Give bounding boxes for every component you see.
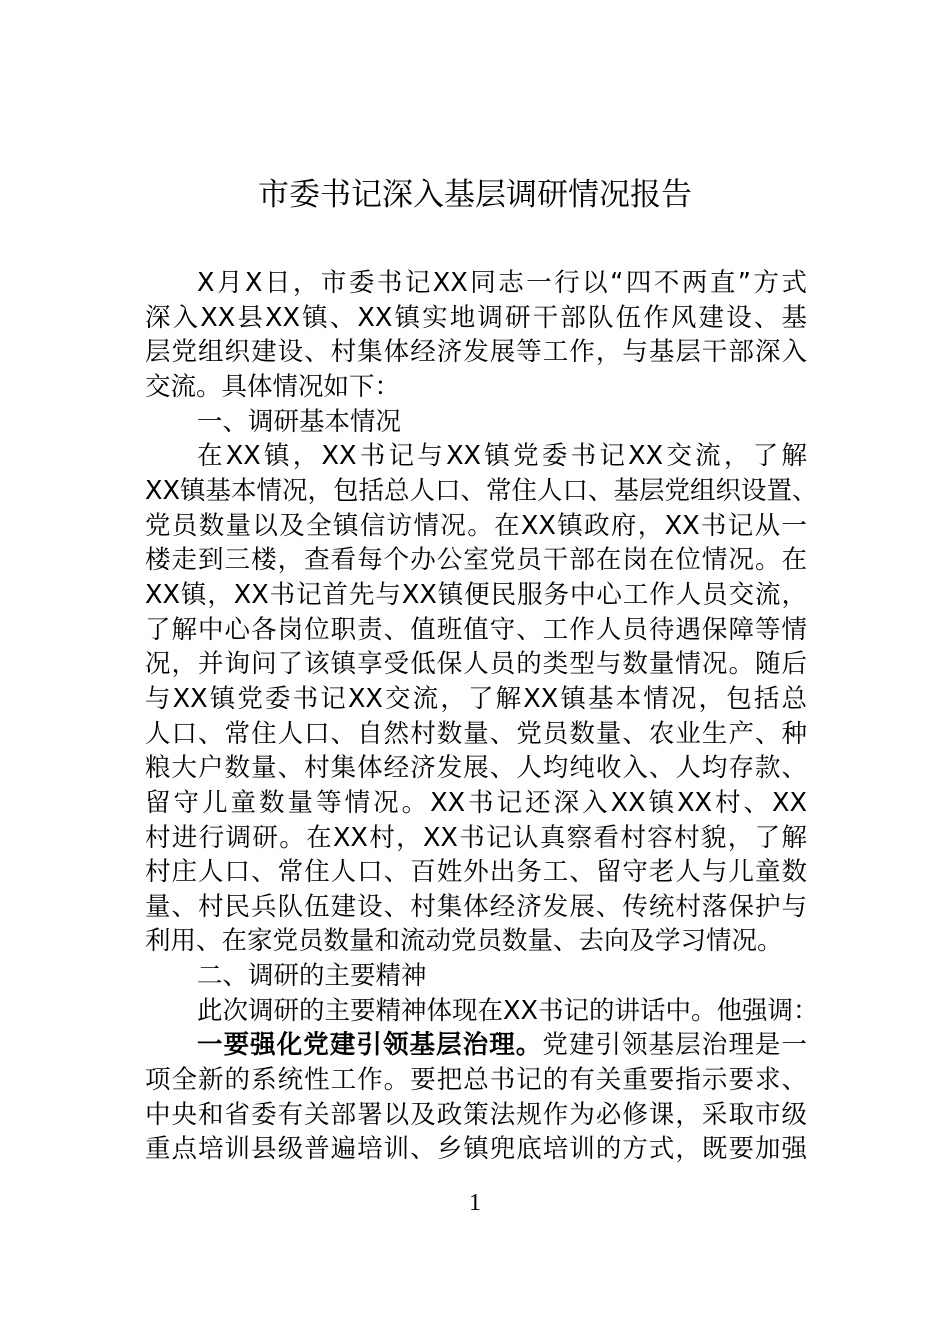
text-line <box>145 370 807 405</box>
line-text: 与XX镇党委书记XX交流，了解XX镇基本情况，包括总 <box>145 683 807 714</box>
page-number: 1 <box>469 1190 481 1216</box>
text-line <box>145 543 807 578</box>
text-line <box>145 474 818 509</box>
document-body <box>145 266 819 1167</box>
line-text: XX镇，XX书记首先与XX镇便民服务中心工作人员交流， <box>145 579 807 610</box>
text-line <box>145 509 807 544</box>
text-line <box>145 821 807 856</box>
text-line <box>145 994 819 1029</box>
text-line <box>145 439 807 474</box>
text-line <box>145 578 807 613</box>
line-text: 楼走到三楼，查看每个办公室党员干部在岗在位情况。在 <box>145 545 807 576</box>
text-line <box>145 890 807 925</box>
line-text: 重点培训县级普遍培训、乡镇兜底培训的方式，既要加强 <box>145 1134 807 1165</box>
text-line <box>145 1132 807 1167</box>
line-text: 此次调研的主要精神体现在XX书记的讲话中。他强调： <box>197 995 819 1026</box>
text-line <box>145 786 807 821</box>
text-line <box>145 647 807 682</box>
line-text: X月X日，市委书记XX同志一行以“四不两直”方式 <box>197 268 807 298</box>
text-line <box>145 751 807 786</box>
text-line <box>145 301 807 336</box>
line-text: 项全新的系统性工作。要把总书记的有关重要指示要求、 <box>145 1065 807 1096</box>
text-line <box>145 717 807 752</box>
line-text: 二、调研的主要精神 <box>197 961 427 992</box>
text-line <box>145 1028 807 1063</box>
line-text: 村庄人口、常住人口、百姓外出务工、留守老人与儿童数 <box>145 857 807 888</box>
line-text: 在XX镇，XX书记与XX镇党委书记XX交流，了解 <box>197 441 807 472</box>
text-line <box>145 924 807 959</box>
text-line <box>145 1063 807 1098</box>
line-text: 层党组织建设、村集体经济发展等工作，与基层干部深入 <box>145 337 807 368</box>
text-line <box>145 335 807 370</box>
text-line <box>145 266 807 301</box>
text-line <box>145 959 807 994</box>
text-line <box>145 855 807 890</box>
text-line <box>145 1098 807 1133</box>
line-text: 交流。具体情况如下： <box>145 371 401 402</box>
text-line <box>145 405 807 440</box>
line-text: 一、调研基本情况 <box>197 406 402 437</box>
bold-heading-text: 一要强化党建引领基层治理。 <box>197 1030 543 1061</box>
line-text: 况，并询问了该镇享受低保人员的类型与数量情况。随后 <box>145 649 807 680</box>
text-line <box>145 682 807 717</box>
line-text: 利用、在家党员数量和流动党员数量、去向及学习情况。 <box>145 926 783 957</box>
line-text: 深入XX县XX镇、XX镇实地调研干部队伍作风建设、基 <box>145 302 807 333</box>
line-text: 人口、常住人口、自然村数量、党员数量、农业生产、种 <box>145 718 807 749</box>
line-text: 粮大户数量、村集体经济发展、人均纯收入、人均存款、 <box>145 753 807 784</box>
line-text: 留守儿童数量等情况。XX书记还深入XX镇XX村、XX <box>145 787 807 818</box>
line-text: XX镇基本情况，包括总人口、常住人口、基层党组织设置、 <box>145 475 818 506</box>
line-text: 党员数量以及全镇信访情况。在XX镇政府，XX书记从一 <box>145 510 807 541</box>
line-text: 量、村民兵队伍建设、村集体经济发展、传统村落保护与 <box>145 891 807 922</box>
line-text: 村进行调研。在XX村，XX书记认真察看村容村貌，了解 <box>145 822 807 853</box>
text-line <box>145 613 807 648</box>
line-text: 了解中心各岗位职责、值班值守、工作人员待遇保障等情 <box>145 614 807 645</box>
document-title: 市委书记深入基层调研情况报告 <box>258 177 692 213</box>
line-text: 党建引领基层治理是一 <box>542 1030 807 1061</box>
line-text: 中央和省委有关部署以及政策法规作为必修课，采取市级 <box>145 1099 807 1130</box>
